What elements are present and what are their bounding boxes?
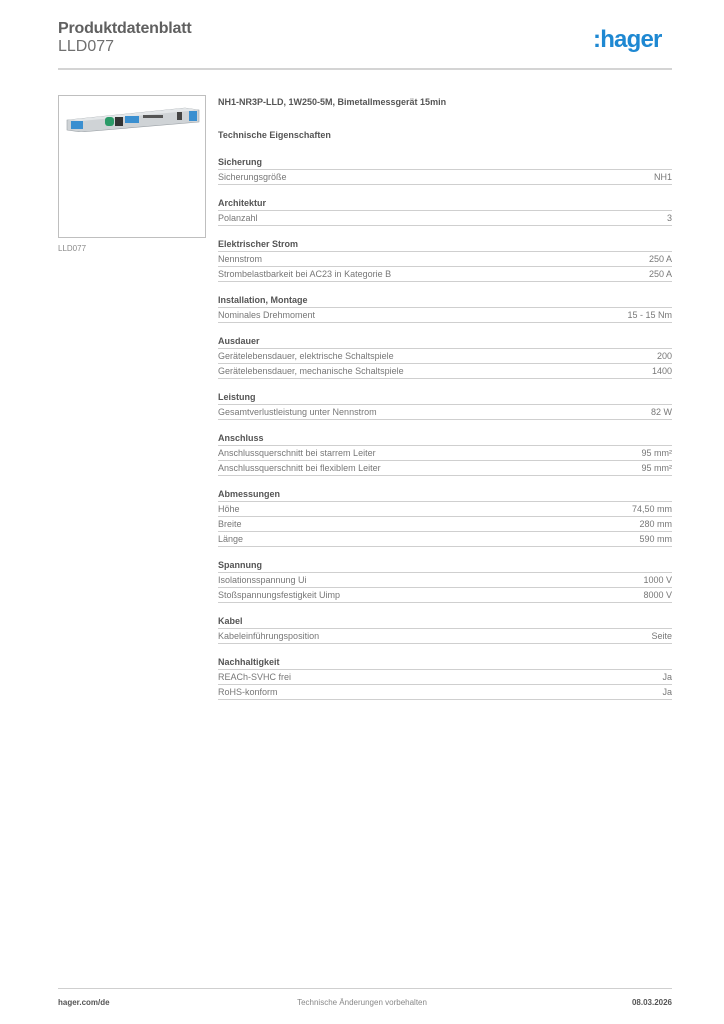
- spec-value: 95 mm²: [641, 463, 672, 473]
- product-code: LLD077: [58, 38, 115, 55]
- spec-value: 3: [666, 213, 672, 223]
- spec-group-title: Anschluss: [218, 432, 672, 446]
- spec-group-title: Leistung: [218, 391, 672, 405]
- spec-value: 250 A: [648, 254, 672, 264]
- spec-value: 15 - 15 Nm: [627, 310, 672, 320]
- product-description: NH1-NR3P-LLD, 1W250-5M, Bimetallmessgerät 15min: [218, 97, 447, 107]
- image-caption: LLD077: [58, 244, 87, 253]
- spec-label: Höhe: [218, 504, 240, 514]
- spec-label: Breite: [218, 519, 242, 529]
- spec-value: 1000 V: [643, 575, 672, 585]
- spec-groups: [218, 156, 672, 700]
- spec-label: Strombelastbarkeit bei AC23 in Kategorie B: [218, 269, 392, 279]
- spec-group: [218, 559, 672, 603]
- footer-date: 08.03.2026: [631, 998, 672, 1007]
- spec-row: [218, 349, 672, 364]
- spec-label: Polanzahl: [218, 213, 258, 223]
- spec-value: 250 A: [648, 269, 672, 279]
- spec-label: Isolationsspannung Ui: [218, 575, 307, 585]
- spec-row: [218, 405, 672, 420]
- spec-row: [218, 670, 672, 685]
- spec-label: Nennstrom: [218, 254, 263, 264]
- spec-group-title: Sicherung: [218, 156, 672, 170]
- spec-value: 590 mm: [639, 534, 672, 544]
- footer-notice: Technische Änderungen vorbehalten: [297, 998, 427, 1007]
- spec-group: [218, 197, 672, 226]
- spec-group-title: Kabel: [218, 615, 672, 629]
- spec-row: [218, 502, 672, 517]
- hager-logo: :hager: [593, 26, 662, 53]
- spec-group: [218, 615, 672, 644]
- spec-group-title: Installation, Montage: [218, 294, 672, 308]
- spec-row: [218, 685, 672, 700]
- spec-group: [218, 656, 672, 700]
- spec-value: Seite: [651, 631, 672, 641]
- spec-value: 1400: [651, 366, 672, 376]
- spec-group-title: Elektrischer Strom: [218, 238, 672, 252]
- spec-label: Anschlussquerschnitt bei starrem Leiter: [218, 448, 376, 458]
- spec-label: Sicherungsgröße: [218, 172, 287, 182]
- spec-row: [218, 446, 672, 461]
- spec-label: RoHS-konform: [218, 687, 278, 697]
- spec-label: Gesamtverlustleistung unter Nennstrom: [218, 407, 377, 417]
- spec-row: [218, 588, 672, 603]
- spec-group-title: Spannung: [218, 559, 672, 573]
- footer-website: hager.com/de: [58, 998, 110, 1007]
- spec-row: [218, 252, 672, 267]
- spec-group-title: Nachhaltigkeit: [218, 656, 672, 670]
- spec-value: 74,50 mm: [631, 504, 672, 514]
- spec-row: [218, 170, 672, 185]
- spec-label: Gerätelebensdauer, mechanische Schaltspiele: [218, 366, 404, 376]
- spec-row: [218, 532, 672, 547]
- spec-label: Anschlussquerschnitt bei flexiblem Leiter: [218, 463, 381, 473]
- spec-group: [218, 156, 672, 185]
- spec-row: [218, 573, 672, 588]
- spec-group: [218, 294, 672, 323]
- spec-value: 8000 V: [643, 590, 672, 600]
- spec-label: Gerätelebensdauer, elektrische Schaltspiele: [218, 351, 394, 361]
- spec-value: 82 W: [650, 407, 672, 417]
- spec-label: REACh-SVHC frei: [218, 672, 292, 682]
- product-image: [58, 95, 206, 238]
- spec-value: 95 mm²: [641, 448, 672, 458]
- spec-label: Kabeleinführungsposition: [218, 631, 320, 641]
- spec-value: NH1: [653, 172, 672, 182]
- spec-label: Nominales Drehmoment: [218, 310, 316, 320]
- spec-group-title: Ausdauer: [218, 335, 672, 349]
- spec-group-title: Abmessungen: [218, 488, 672, 502]
- spec-value: Ja: [662, 687, 672, 697]
- spec-group: [218, 238, 672, 282]
- tech-properties-heading: Technische Eigenschaften: [218, 130, 331, 140]
- spec-sheet: [218, 96, 672, 700]
- spec-row: [218, 364, 672, 379]
- spec-group: [218, 335, 672, 379]
- document-title: Produktdatenblatt: [58, 20, 192, 37]
- spec-group: [218, 488, 672, 547]
- spec-value: 280 mm: [639, 519, 672, 529]
- spec-group: [218, 391, 672, 420]
- spec-value: 200: [656, 351, 672, 361]
- footer-divider: [58, 988, 672, 989]
- spec-row: [218, 211, 672, 226]
- product-device-illustration: [65, 106, 201, 132]
- spec-label: Stoßspannungsfestigkeit Uimp: [218, 590, 341, 600]
- header-divider: [58, 68, 672, 70]
- spec-group-title: Architektur: [218, 197, 672, 211]
- spec-row: [218, 517, 672, 532]
- spec-group: [218, 432, 672, 476]
- spec-row: [218, 461, 672, 476]
- spec-label: Länge: [218, 534, 244, 544]
- spec-value: Ja: [662, 672, 672, 682]
- spec-row: [218, 267, 672, 282]
- spec-row: [218, 308, 672, 323]
- spec-row: [218, 629, 672, 644]
